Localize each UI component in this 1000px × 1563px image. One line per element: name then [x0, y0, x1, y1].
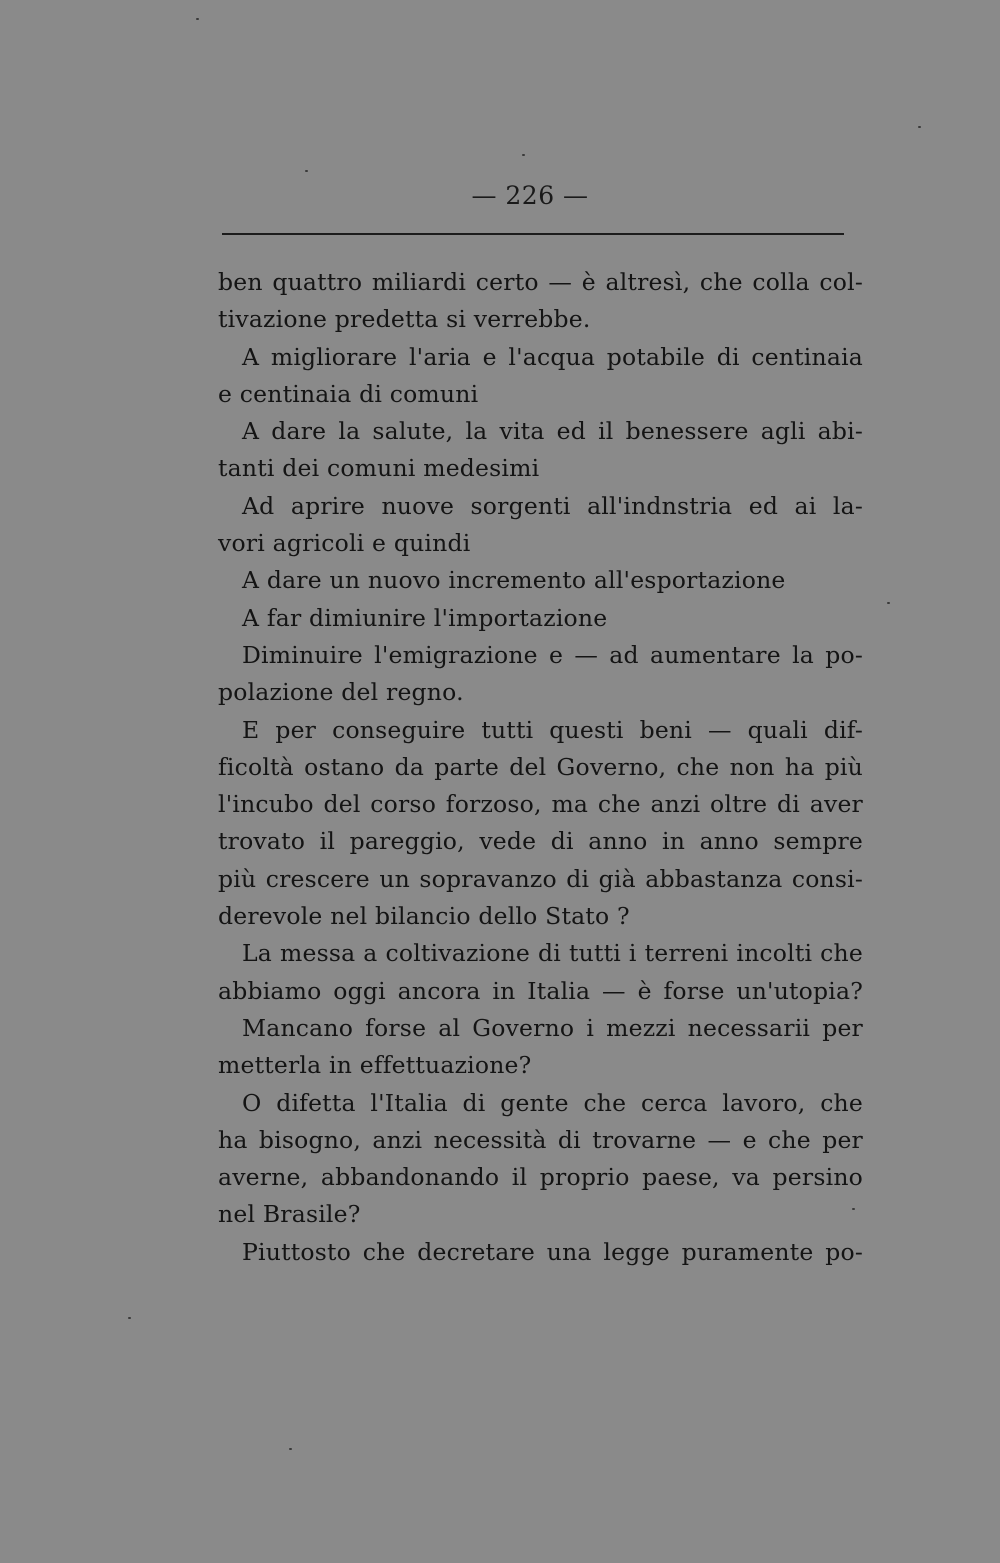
body-text: [218, 264, 863, 1271]
scan-speck: [128, 1317, 131, 1319]
text-line: A migliorare l'aria e l'acqua potabile di centinaia: [242, 342, 863, 371]
text-line: Ad aprire nuove sorgenti all'indnstria ed ai la-: [242, 491, 863, 520]
text-line: e centinaia di comuni: [218, 379, 479, 408]
scan-speck: [918, 126, 921, 128]
text-line: metterla in effettuazione?: [218, 1051, 532, 1080]
text-line: A dare un nuovo incremento all'esportazione: [242, 566, 786, 595]
text-line: ha bisogno, anzi necessità di trovarne — e che per: [218, 1125, 863, 1154]
text-line: averne, abbandonando il proprio paese, va persino: [218, 1163, 863, 1192]
text-line: E per conseguire tutti questi beni — quali dif-: [242, 715, 863, 744]
scan-speck: [887, 602, 890, 604]
text-line: ben quattro miliardi certo — è altresì, che colla col-: [218, 268, 863, 296]
text-line: l'incubo del corso forzoso, ma che anzi oltre di aver: [218, 790, 863, 819]
scan-speck: [196, 18, 199, 20]
text-line: Mancano forse al Governo i mezzi necessarii per: [242, 1013, 863, 1042]
scan-speck: [852, 1208, 855, 1210]
text-line: Piuttosto che decretare una legge puramente po-: [242, 1237, 863, 1266]
text-line: A far dimiunire l'importazione: [242, 603, 608, 632]
text-line: ficoltà ostano da parte del Governo, che non ha più: [218, 752, 863, 781]
text-line: polazione del regno.: [218, 678, 464, 707]
text-line: nel Brasile?: [218, 1200, 361, 1229]
header-rule: [222, 233, 844, 235]
text-line: trovato il pareggio, vede di anno in anno sempre: [218, 827, 863, 856]
text-line: più crescere un sopravanzo di già abbastanza consi-: [218, 864, 863, 893]
text-line: Diminuire l'emigrazione e — ad aumentare la po-: [242, 640, 863, 669]
page-number: — 226 —: [471, 181, 589, 210]
text-line: vori agricoli e quindi: [218, 529, 471, 558]
text-line: La messa a coltivazione di tutti i terreni incolti che: [242, 939, 863, 968]
text-line: derevole nel bilancio dello Stato ?: [218, 902, 630, 931]
text-line: abbiamo oggi ancora in Italia — è forse un'utopia?: [218, 976, 863, 1005]
text-line: tivazione predetta si verrebbe.: [218, 305, 591, 334]
scan-speck: [305, 170, 308, 172]
scan-speck: [522, 154, 525, 156]
scan-speck: [289, 1448, 292, 1450]
text-line: tanti dei comuni medesimi: [218, 454, 540, 483]
text-line: A dare la salute, la vita ed il benessere agli abi-: [242, 417, 863, 446]
text-line: O difetta l'Italia di gente che cerca lavoro, che: [242, 1088, 863, 1117]
